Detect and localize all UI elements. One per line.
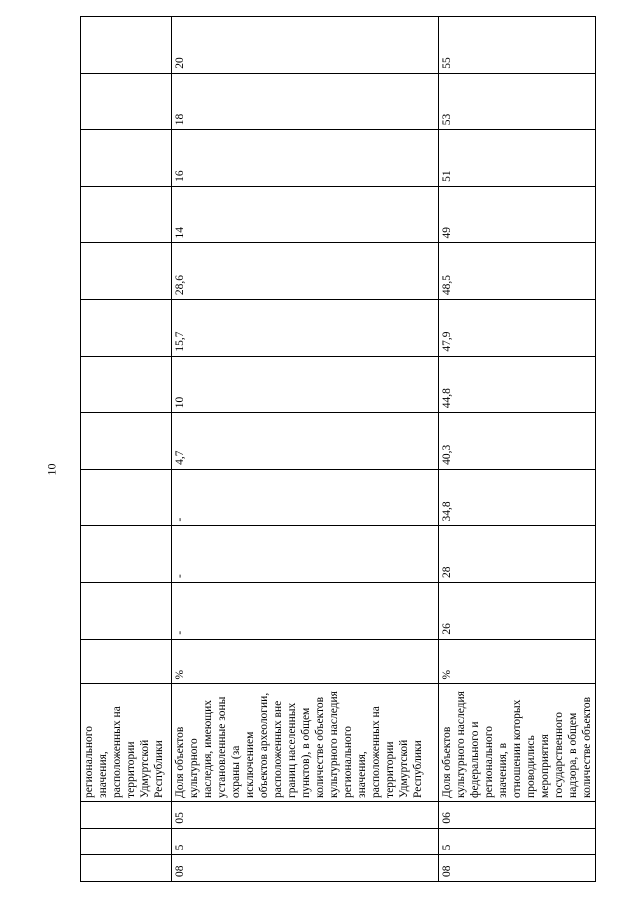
rotated-table-container: [80, 16, 593, 882]
value-cell: -: [172, 583, 439, 640]
cell-code-2: 5: [172, 828, 439, 855]
table-row-continuation: [81, 17, 172, 882]
value-cell: [81, 356, 172, 413]
unit-cell: %: [439, 639, 596, 684]
value-cell: -: [172, 469, 439, 526]
indicator-name-cell: Доля объектов культурного наследия, имеющих установленные зоны охраны (за исключением объектов археологии, расположенных вне границ населенных пунктов), в общем количестве объектов культурного наследия регионального значения, расположенных на территории Удмуртской Республики: [172, 684, 439, 801]
value-cell: 18: [172, 73, 439, 130]
value-cell: 44,8: [439, 356, 596, 413]
value-cell: 28,6: [172, 243, 439, 300]
value-cell: [81, 243, 172, 300]
value-cell: [81, 73, 172, 130]
unit-cell: %: [172, 639, 439, 684]
table-row: [439, 17, 596, 882]
table-row: [172, 17, 439, 882]
value-cell: [81, 17, 172, 74]
value-cell: 4,7: [172, 413, 439, 470]
cell-code-3: 05: [172, 801, 439, 828]
page-number: 10: [44, 463, 59, 476]
unit-cell: [81, 639, 172, 684]
value-cell: 28: [439, 526, 596, 583]
value-cell: 14: [172, 186, 439, 243]
value-cell: 20: [172, 17, 439, 74]
value-cell: 10: [172, 356, 439, 413]
value-cell: [81, 583, 172, 640]
cell-code-2: 5: [439, 828, 596, 855]
cell-code-1: 08: [172, 855, 439, 882]
value-cell: 26: [439, 583, 596, 640]
indicator-name-cell: Доля объектов культурного наследия федерального и регионального значения, в отношении которых проводились мероприятия государственного надзора, в общем количестве объектов: [439, 684, 596, 801]
value-cell: 55: [439, 17, 596, 74]
value-cell: 16: [172, 130, 439, 187]
indicators-table: [80, 16, 596, 882]
value-cell: 51: [439, 130, 596, 187]
value-cell: [81, 130, 172, 187]
value-cell: [81, 526, 172, 583]
cell-code-1: 08: [439, 855, 596, 882]
cell-code-3: [81, 801, 172, 828]
cell-code-3: 06: [439, 801, 596, 828]
value-cell: 49: [439, 186, 596, 243]
indicator-name-cell: регионального значения, расположенных на территории Удмуртской Республики: [81, 684, 172, 801]
value-cell: 40,3: [439, 413, 596, 470]
value-cell: 53: [439, 73, 596, 130]
value-cell: [81, 413, 172, 470]
value-cell: 34,8: [439, 469, 596, 526]
value-cell: [81, 300, 172, 357]
value-cell: 15,7: [172, 300, 439, 357]
value-cell: [81, 186, 172, 243]
cell-code-2: [81, 828, 172, 855]
value-cell: 47,9: [439, 300, 596, 357]
value-cell: 48,5: [439, 243, 596, 300]
cell-code-1: [81, 855, 172, 882]
value-cell: [81, 469, 172, 526]
value-cell: -: [172, 526, 439, 583]
